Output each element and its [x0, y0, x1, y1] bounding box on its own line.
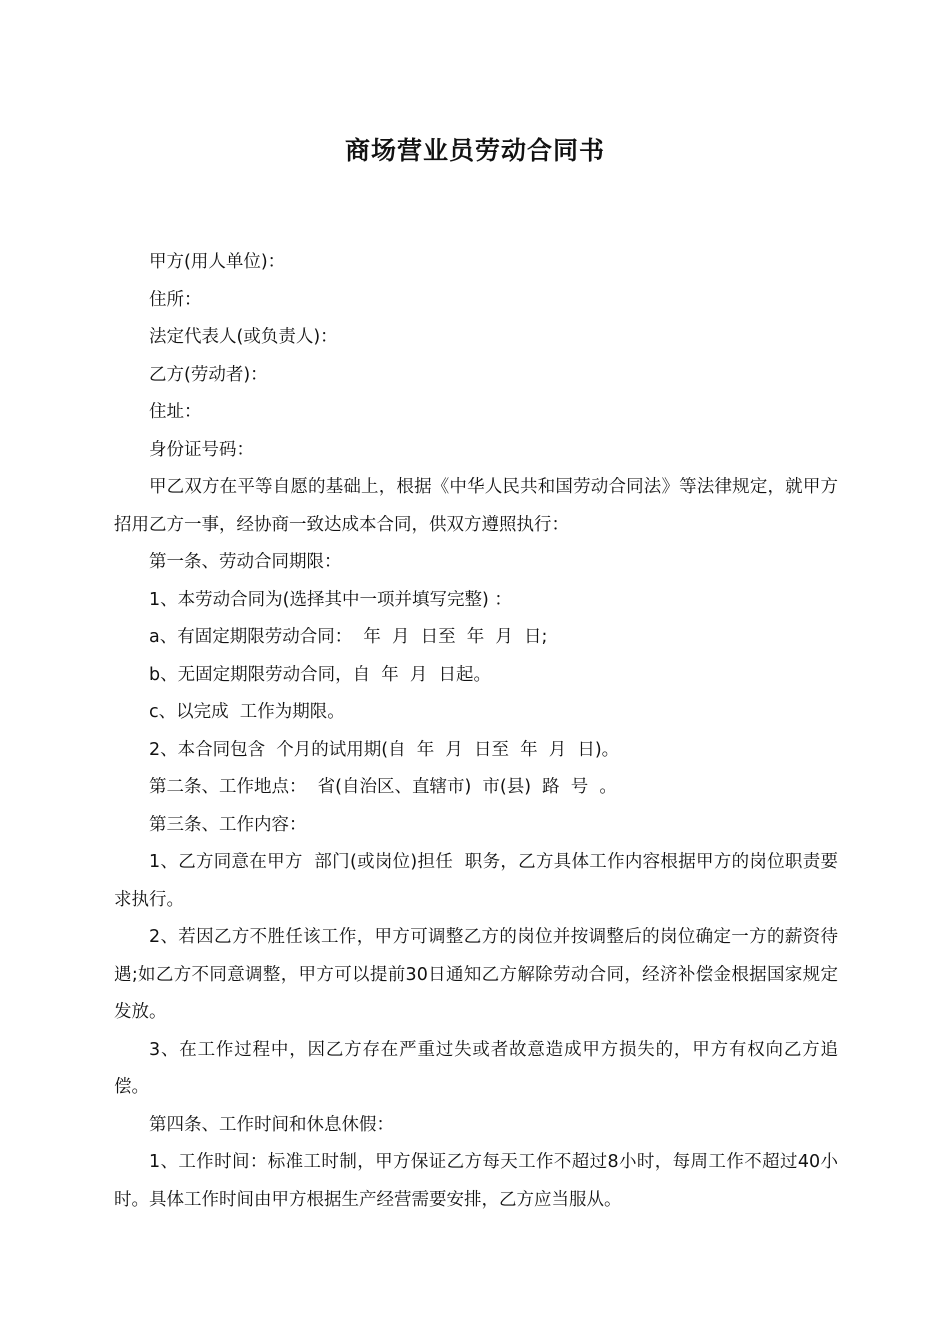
article-3-item-2: 2、若因乙方不胜任该工作，甲方可调整乙方的岗位并按调整后的岗位确定一方的薪资待遇;如乙方不同意调整，甲方可以提前30日通知乙方解除劳动合同，经济补偿金根据国家规定发放。: [114, 927, 838, 1022]
article-3-item-1: 1、乙方同意在甲方 部门(或岗位)担任 职务，乙方具体工作内容根据甲方的岗位职责要求执行。: [114, 852, 838, 910]
article-3-heading: 第三条、工作内容：: [149, 814, 307, 835]
party-a-line: 甲方(用人单位)：: [149, 252, 286, 272]
preamble-paragraph: 甲乙双方在平等自愿的基础上，根据《中华人民共和国劳动合同法》等法律规定，就甲方招用乙方一事，经协商一致达成本合同，供双方遵照执行：: [114, 477, 838, 535]
party-b-address-line: 住址：: [149, 402, 202, 422]
article-2-line: 第二条、工作地点： 省(自治区、直辖市) 市(县) 路 号 。: [149, 777, 617, 797]
id-number-line: 身份证号码：: [149, 439, 254, 460]
article-1-item-1: 1、本劳动合同为(选择其中一项并填写完整) ：: [149, 589, 512, 610]
article-1-item-2: 2、本合同包含 个月的试用期(自 年 月 日至 年 月 日)。: [149, 739, 620, 760]
article-1-heading: 第一条、劳动合同期限：: [149, 552, 342, 572]
article-1-option-a: a、有固定期限劳动合同： 年 月 日至 年 月 日;: [149, 627, 548, 647]
document-body: [114, 244, 838, 1219]
article-1-option-c: c、以完成 工作为期限。: [149, 702, 345, 722]
document-title: 商场营业员劳动合同书: [344, 136, 605, 165]
party-b-line: 乙方(劳动者)：: [149, 364, 268, 385]
legal-representative-line: 法定代表人(或负责人)：: [149, 327, 338, 347]
party-a-address-line: 住所：: [149, 289, 202, 310]
article-3-item-3: 3、在工作过程中，因乙方存在严重过失或者故意造成甲方损失的，甲方有权向乙方追偿。: [114, 1039, 838, 1097]
article-4-heading: 第四条、工作时间和休息休假：: [149, 1114, 394, 1135]
article-1-option-b: b、无固定期限劳动合同，自 年 月 日起。: [149, 664, 491, 685]
article-4-item-1: 1、工作时间：标准工时制，甲方保证乙方每天工作不超过8小时，每周工作不超过40小时。具体工作时间由甲方根据生产经营需要安排，乙方应当服从。: [114, 1152, 838, 1210]
